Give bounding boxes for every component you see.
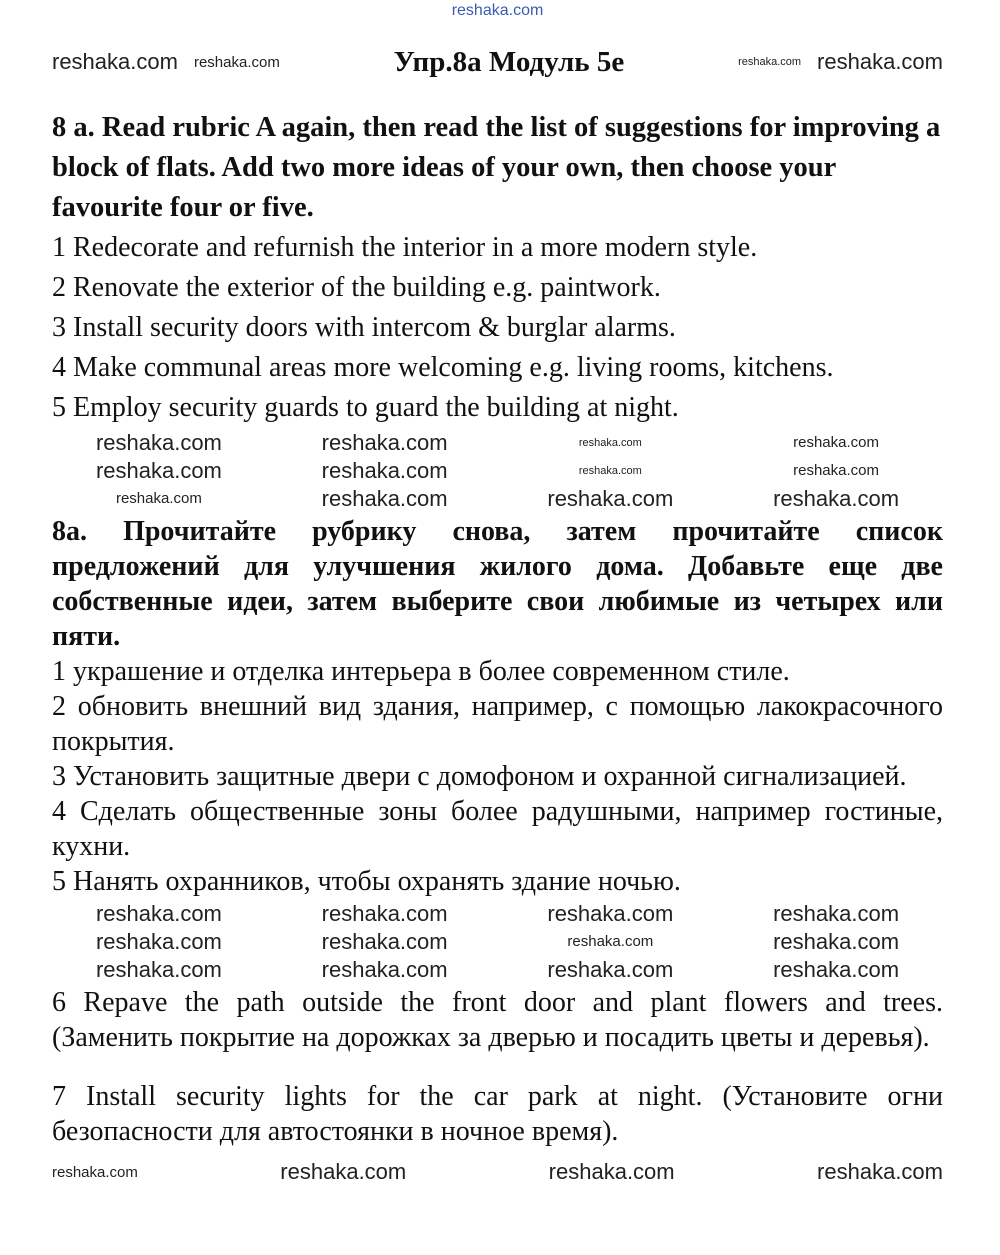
russian-items: [52, 654, 943, 899]
watermark: reshaka.com: [793, 434, 879, 451]
watermark: reshaka.com: [321, 929, 448, 954]
watermark: reshaka.com: [95, 458, 222, 483]
watermark: reshaka.com: [52, 1163, 138, 1181]
watermark: reshaka.com: [567, 933, 654, 950]
watermark: reshaka.com: [321, 957, 448, 982]
watermark: reshaka.com: [193, 53, 280, 71]
watermark-gap: [52, 428, 943, 514]
watermark: reshaka.com: [95, 430, 222, 455]
watermark: reshaka.com: [451, 2, 544, 19]
list-item: 1 украшение и отделка интерьера в более современном стиле.: [52, 656, 790, 687]
list-item: 7 Install security lights for the car park at night. (Установите огни безопасности для автостоянки в ночное время).: [52, 1081, 943, 1147]
extra-ideas: [52, 985, 943, 1149]
watermark: reshaka.com: [773, 901, 900, 926]
watermark: reshaka.com: [95, 929, 222, 954]
watermark: reshaka.com: [321, 486, 448, 511]
list-item: 2 обновить внешний вид здания, например, с помощью лакокрасочного покрытия.: [52, 691, 943, 757]
watermark: reshaka.com: [547, 901, 674, 926]
russian-heading: 8а. Прочитайте рубрику снова, затем прочитайте список предложений для улучшения жилого дома. Добавьте еще две собственные идеи, затем выберите свои любимые из четырех или пяти.: [52, 516, 943, 652]
list-item: 4 Make communal areas more welcoming e.g. living rooms, kitchens.: [52, 352, 834, 383]
watermark: reshaka.com: [817, 49, 943, 74]
watermark: reshaka.com: [95, 901, 222, 926]
watermark: reshaka.com: [773, 486, 900, 511]
watermark: reshaka.com: [547, 957, 674, 982]
watermark: reshaka.com: [548, 1159, 675, 1184]
english-heading: 8 a. Read rubric A again, then read the list of suggestions for improving a block of flats. Add two more ideas of your own, then choose your favourite four or five.: [52, 112, 941, 223]
list-item: 1 Redecorate and refurnish the interior in a more modern style.: [52, 232, 758, 263]
watermark: reshaka.com: [578, 465, 642, 477]
watermark: reshaka.com: [793, 462, 879, 479]
watermark: reshaka.com: [321, 458, 448, 483]
watermark: reshaka.com: [321, 901, 448, 926]
watermark: reshaka.com: [578, 437, 642, 449]
bottom-watermark-row: [52, 1155, 943, 1189]
list-item: 3 Install security doors with intercom & burglar alarms.: [52, 312, 676, 343]
watermark: reshaka.com: [738, 56, 802, 68]
watermark-gap: [52, 899, 943, 985]
list-item: 2 Renovate the exterior of the building e.g. paintwork.: [52, 272, 661, 303]
list-item: 5 Employ security guards to guard the building at night.: [52, 392, 679, 423]
list-item: 3 Установить защитные двери с домофоном и охранной сигнализацией.: [52, 761, 907, 792]
list-item: 5 Нанять охранников, чтобы охранять здание ночью.: [52, 866, 681, 897]
watermark: reshaka.com: [280, 1159, 407, 1184]
watermark: reshaka.com: [52, 49, 178, 74]
watermark-group: [52, 49, 280, 75]
watermark: reshaka.com: [773, 957, 900, 982]
watermark: reshaka.com: [321, 430, 448, 455]
list-item: 4 Сделать общественные зоны более радушными, например гостиные, кухни.: [52, 796, 943, 862]
watermark: reshaka.com: [773, 929, 900, 954]
english-items: [52, 228, 943, 428]
watermark: reshaka.com: [115, 490, 202, 507]
watermark: reshaka.com: [95, 957, 222, 982]
watermark: reshaka.com: [547, 486, 674, 511]
top-watermark-row: [52, 0, 943, 32]
list-item: 6 Repave the path outside the front door and plant flowers and trees. (Заменить покрытие на дорожках за дверью и посадить цветы и деревья).: [52, 987, 943, 1053]
watermark: reshaka.com: [817, 1159, 943, 1184]
watermark-group: [738, 49, 943, 75]
title-row: [52, 42, 943, 82]
page-title: Упр.8а Модуль 5е: [393, 45, 625, 78]
